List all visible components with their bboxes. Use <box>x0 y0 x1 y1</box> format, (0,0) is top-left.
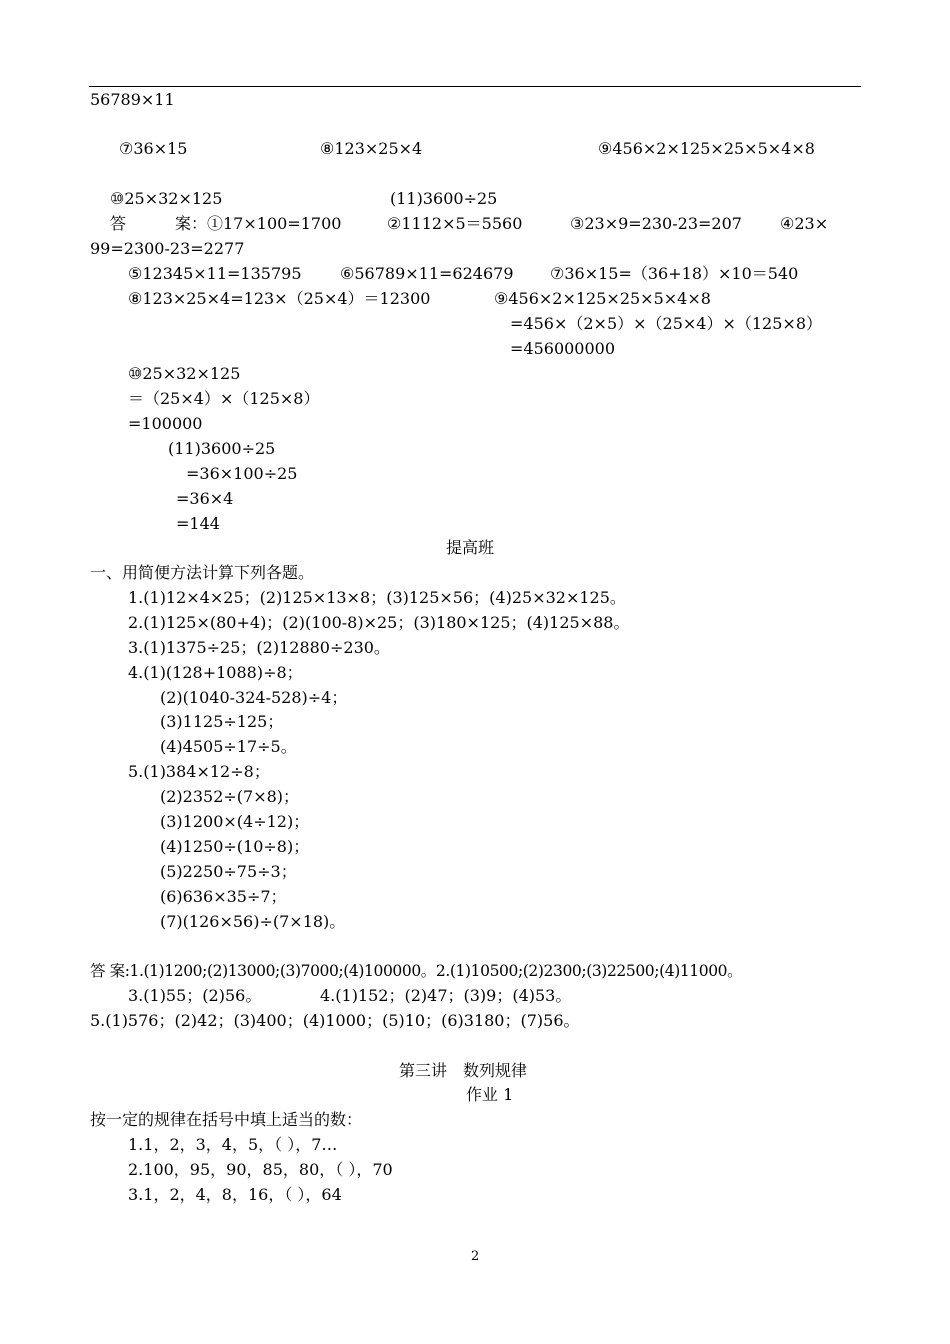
answers-line: 3.(1)55；(2)56。 <box>128 986 262 1005</box>
answer-9-step: =456×（2×5）×（25×4）×（125×8） <box>510 314 823 333</box>
answer-8: ⑧123×25×4=123×（25×4）＝12300 <box>128 289 431 308</box>
exercise-subitem: (4)1250÷(10÷8)； <box>160 837 310 856</box>
answer-3: ③23×9=230-23=207 <box>570 214 742 233</box>
answers-line: 4.(1)152；(2)47；(3)9；(4)53。 <box>320 986 572 1005</box>
section-heading: 提高班 <box>446 538 495 557</box>
exercise-subitem: (3)1125÷125； <box>160 712 284 731</box>
answer-9-result: =456000000 <box>510 339 616 358</box>
answer-11-step: =36×100÷25 <box>186 464 298 483</box>
problem-10: ⑩25×32×125 <box>110 189 223 208</box>
answers-line: 5.(1)576；(2)42；(3)400；(4)1000；(5)10；(6)3180；(7)56。 <box>90 1011 580 1030</box>
instruction: 按一定的规律在括号中填上适当的数： <box>90 1110 363 1129</box>
exercise-subitem: (7)(126×56)÷(7×18)。 <box>160 912 346 931</box>
exercise-item: 5.(1)384×12÷8； <box>128 762 270 781</box>
answer-10-step: ＝（25×4）×（125×8） <box>128 389 320 408</box>
exercise-subitem: (6)636×35÷7； <box>160 887 287 906</box>
problem-9: ⑨456×2×125×25×5×4×8 <box>598 139 815 158</box>
problem-11: (11)3600÷25 <box>390 189 498 208</box>
text-line: 56789×11 <box>90 90 175 109</box>
sequence-item: 2.100，95，90，85，80，（ ），70 <box>128 1160 393 1179</box>
exercise-item: 3.(1)1375÷25；(2)12880÷230。 <box>128 638 390 657</box>
answer-2: ②1112×5＝5560 <box>387 214 523 233</box>
exercise-subitem: (4)4505÷17÷5。 <box>160 737 297 756</box>
page-number: 2 <box>471 1249 480 1264</box>
problem-7: ⑦36×15 <box>119 139 188 158</box>
exercise-intro: 一、用简便方法计算下列各题。 <box>90 563 315 582</box>
exercise-subitem: (2)2352÷(7×8)； <box>160 787 300 806</box>
answer-7: ⑦36×15=（36+18）×10＝540 <box>550 264 799 283</box>
answer-6: ⑥56789×11=624679 <box>340 264 514 283</box>
homework-title: 作业 1 <box>466 1085 514 1104</box>
exercise-subitem: (2)(1040-324-528)÷4； <box>160 688 348 707</box>
sequence-item: 3.1，2，4，8，16，（ ），64 <box>128 1185 342 1204</box>
answer-10-result: =100000 <box>128 414 203 433</box>
answer-label: 答 <box>110 214 127 233</box>
answer-11-result: =144 <box>176 514 220 533</box>
exercise-subitem: (5)2250÷75÷3； <box>160 862 297 881</box>
answer-10: ⑩25×32×125 <box>128 364 241 383</box>
answer-5: ⑤12345×11=135795 <box>128 264 302 283</box>
problem-8: ⑧123×25×4 <box>320 139 423 158</box>
exercise-item: 2.(1)125×(80+4)；(2)(100-8)×25；(3)180×125；(4)125×88。 <box>128 613 630 632</box>
answer-4: ④23× <box>780 214 829 233</box>
sequence-item: 1.1，2，3，4，5，（ ），7… <box>128 1135 338 1154</box>
chapter-title: 第三讲 数列规律 <box>399 1061 528 1080</box>
answer-4-cont: 99=2300-23=2277 <box>90 239 245 258</box>
exercise-item: 1.(1)12×4×25；(2)125×13×8；(3)125×56；(4)25×32×125。 <box>128 588 626 607</box>
exercise-item: 4.(1)(128+1088)÷8； <box>128 663 303 682</box>
answer-11: (11)3600÷25 <box>168 439 276 458</box>
answers-line: 答 案:1.(1)1200;(2)13000;(3)7000;(4)100000。2.(1)10500;(2)2300;(3)22500;(4)11000。 <box>90 962 743 980</box>
answer-1: 案：①17×100=1700 <box>175 214 342 233</box>
exercise-subitem: (3)1200×(4÷12)； <box>160 812 310 831</box>
answer-11-step: =36×4 <box>176 489 234 508</box>
answer-9: ⑨456×2×125×25×5×4×8 <box>494 289 711 308</box>
header-rule <box>89 86 861 87</box>
